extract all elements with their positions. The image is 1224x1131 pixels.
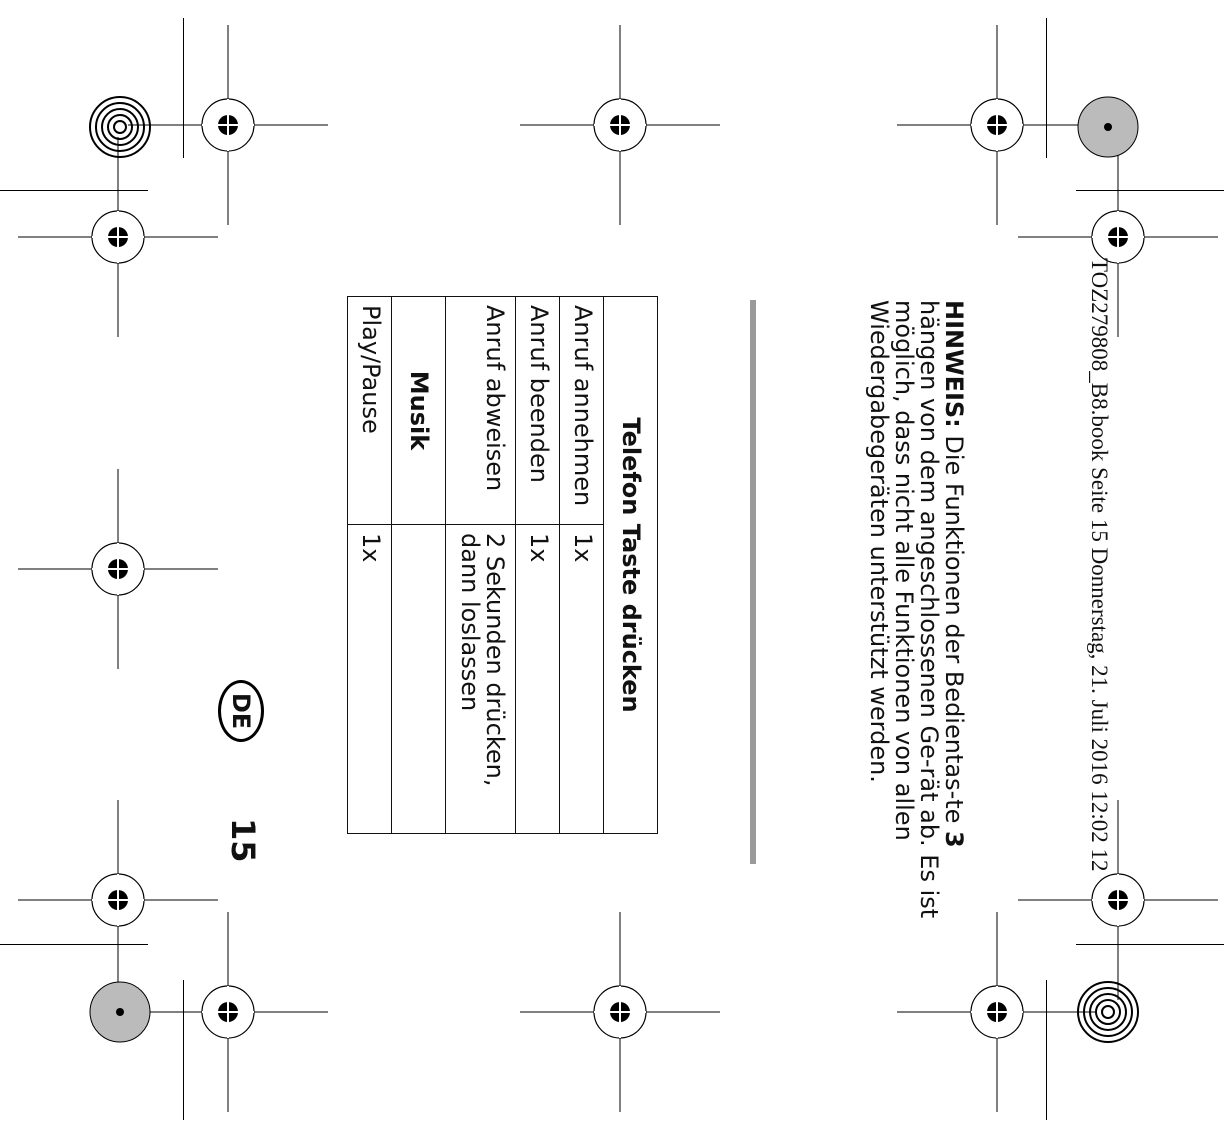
page-number: 15 [224,818,262,863]
controls-table [347,296,658,834]
table-header-telefon: Telefon Taste drücken [604,297,658,834]
table-row [348,297,392,834]
print-header: TOZ279808_B8.book Seite 15 Donnerstag, 21. Juli 2016 12:02 12 [1087,258,1112,872]
table-cell-press: 2 Sekunden drücken, dann loslassen [446,525,516,834]
note-text-1: Die Funktionen der Bedientas-te [940,427,968,832]
table-cell-press: 1x [348,525,392,834]
table-cell-press: 1x [516,525,560,834]
note-number: 3 [940,831,968,848]
table-row [516,297,560,834]
table-cell-action: Play/Pause [348,297,392,525]
note-divider [750,300,756,864]
note-label: HINWEIS: [940,300,968,428]
table-header-row [392,297,446,834]
note-text-2: hängen von dem angeschlossenen Ge-rät ab. Es ist möglich, dass nicht alle Funktionen von allen Wiedergabegeräten unterstützt werden. [865,300,943,919]
table-cell-action: Anruf abweisen [446,297,516,525]
table-cell-action: Anruf annehmen [560,297,604,525]
table-row [560,297,604,834]
table-header-musik: Musik [392,297,446,525]
table-row [446,297,516,834]
table-cell-empty [392,525,446,834]
language-badge: DE [218,680,264,742]
table-cell-action: Anruf beenden [516,297,560,525]
table-header-row [604,297,658,834]
note-paragraph [866,300,966,920]
table-cell-press: 1x [560,525,604,834]
